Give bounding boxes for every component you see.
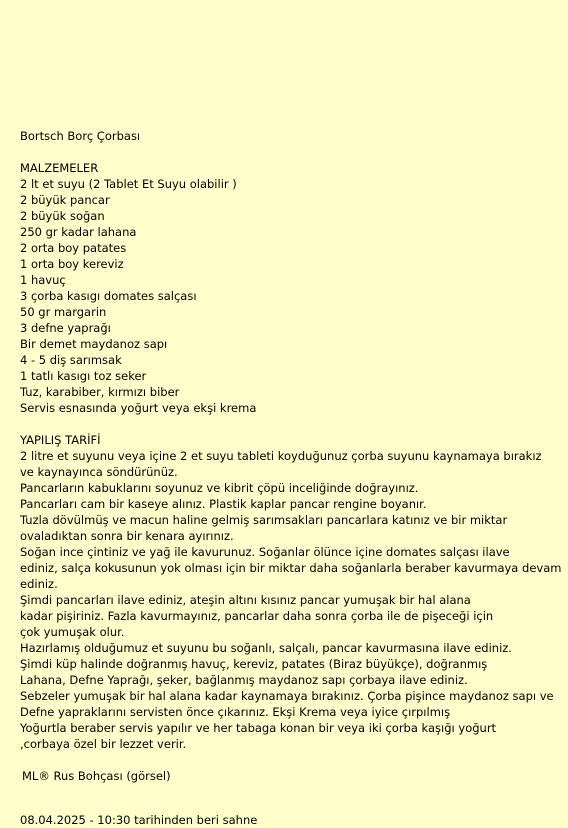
ingredient-item: 50 gr margarin xyxy=(20,305,107,319)
instruction-line: Soğan ince çintiniz ve yağ ile kavurunuz. Soğanlar ölünce içine domates salçası ilave xyxy=(20,545,510,559)
instructions-section xyxy=(20,432,560,752)
ingredient-item: 2 büyük pancar xyxy=(20,193,110,207)
instruction-line: Yoğurtla beraber servis yapılır ve her tabaga konan bir veya iki çorba kaşığı yoğurt xyxy=(20,721,497,735)
instruction-line: Hazırlamış olduğumuz et suyunu bu soğanlı, salçalı, pancar kavurmasına ilave ediniz. xyxy=(20,641,512,655)
credit-block xyxy=(22,768,562,784)
ingredient-item: 1 orta boy kereviz xyxy=(20,257,124,271)
ingredient-item: Tuz, karabiber, kırmızı biber xyxy=(20,385,180,399)
ingredient-item: 1 tatlı kasıgı toz seker xyxy=(20,369,147,383)
ingredient-item: 4 - 5 diş sarımsak xyxy=(20,353,122,367)
instruction-line: ovaladıktan sonra bir kenara ayırınız. xyxy=(20,529,234,543)
footer-timestamp: 08.04.2025 - 10:30 tarihinden beri sahne xyxy=(20,813,258,827)
instruction-line: kadar pişiriniz. Fazla kavurmayınız, pancarlar daha sonra çorba ile de pişeceği için xyxy=(20,609,494,623)
ingredients-section xyxy=(20,160,560,416)
recipe-title: Bortsch Borç Çorbası xyxy=(20,129,141,143)
instruction-line: ve kaynayınca söndürünüz. xyxy=(20,465,178,479)
instruction-line: Lahana, Defne Yaprağı, şeker, bağlanmış maydanoz sapı çorbaya ilave ediniz. xyxy=(20,673,468,687)
instruction-line: Sebzeler yumuşak bir hal alana kadar kaynamaya bırakınız. Çorba pişince maydanoz sapı ve xyxy=(20,689,554,703)
ingredient-item: 3 defne yaprağı xyxy=(20,321,111,335)
ingredient-item: 2 lt et suyu (2 Tablet Et Suyu olabilir ) xyxy=(20,177,237,191)
instruction-line: ediniz. xyxy=(20,577,58,591)
instruction-line: ,corbaya özel bir lezzet verir. xyxy=(20,737,187,751)
instruction-line: Şimdi küp halinde doğranmış havuç, kereviz, patates (Biraz büyükçe), doğranmış xyxy=(20,657,488,671)
instruction-line: Şimdi pancarları ilave ediniz, ateşin altını kısınız pancar yumuşak bir hal alana xyxy=(20,593,471,607)
ingredient-item: Servis esnasında yoğurt veya ekşi krema xyxy=(20,401,257,415)
ingredients-heading: MALZEMELER xyxy=(20,161,99,175)
instruction-line: Pancarları cam bir kaseye alınız. Plastik kaplar pancar rengine boyanır. xyxy=(20,497,427,511)
instruction-line: Pancarların kabuklarını soyunuz ve kibrit çöpü inceliğinde doğrayınız. xyxy=(20,481,419,495)
ingredient-item: 2 orta boy patates xyxy=(20,241,127,255)
credit-text: ML® Rus Bohçası (görsel) xyxy=(22,769,171,783)
instruction-line: Defne yapraklarını servisten önce çıkarınız. Ekşi Krema veya iyice çırpılmış xyxy=(20,705,451,719)
ingredient-item: 3 çorba kasıgı domates salçası xyxy=(20,289,197,303)
instruction-line: 2 litre et suyunu veya içine 2 et suyu tableti koyduğunuz çorba suyunu kaynamaya bırakız xyxy=(20,449,542,463)
recipe-title-block xyxy=(20,128,560,144)
ingredient-item: 2 büyük soğan xyxy=(20,209,105,223)
ingredient-item: 1 havuç xyxy=(20,273,66,287)
instructions-heading: YAPILIŞ TARİFİ xyxy=(20,433,101,447)
instruction-line: Tuzla dövülmüş ve macun haline gelmiş sarımsakları pancarlara katınız ve bir miktar xyxy=(20,513,508,527)
footer-block xyxy=(20,812,560,828)
ingredient-item: 250 gr kadar lahana xyxy=(20,225,137,239)
instruction-line: çok yumuşak olur. xyxy=(20,625,125,639)
ingredient-item: Bir demet maydanoz sapı xyxy=(20,337,168,351)
instruction-line: ediniz, salça kokusunun yok olması için bir miktar daha soğanlarla beraber kavurmaya devam xyxy=(20,561,562,575)
